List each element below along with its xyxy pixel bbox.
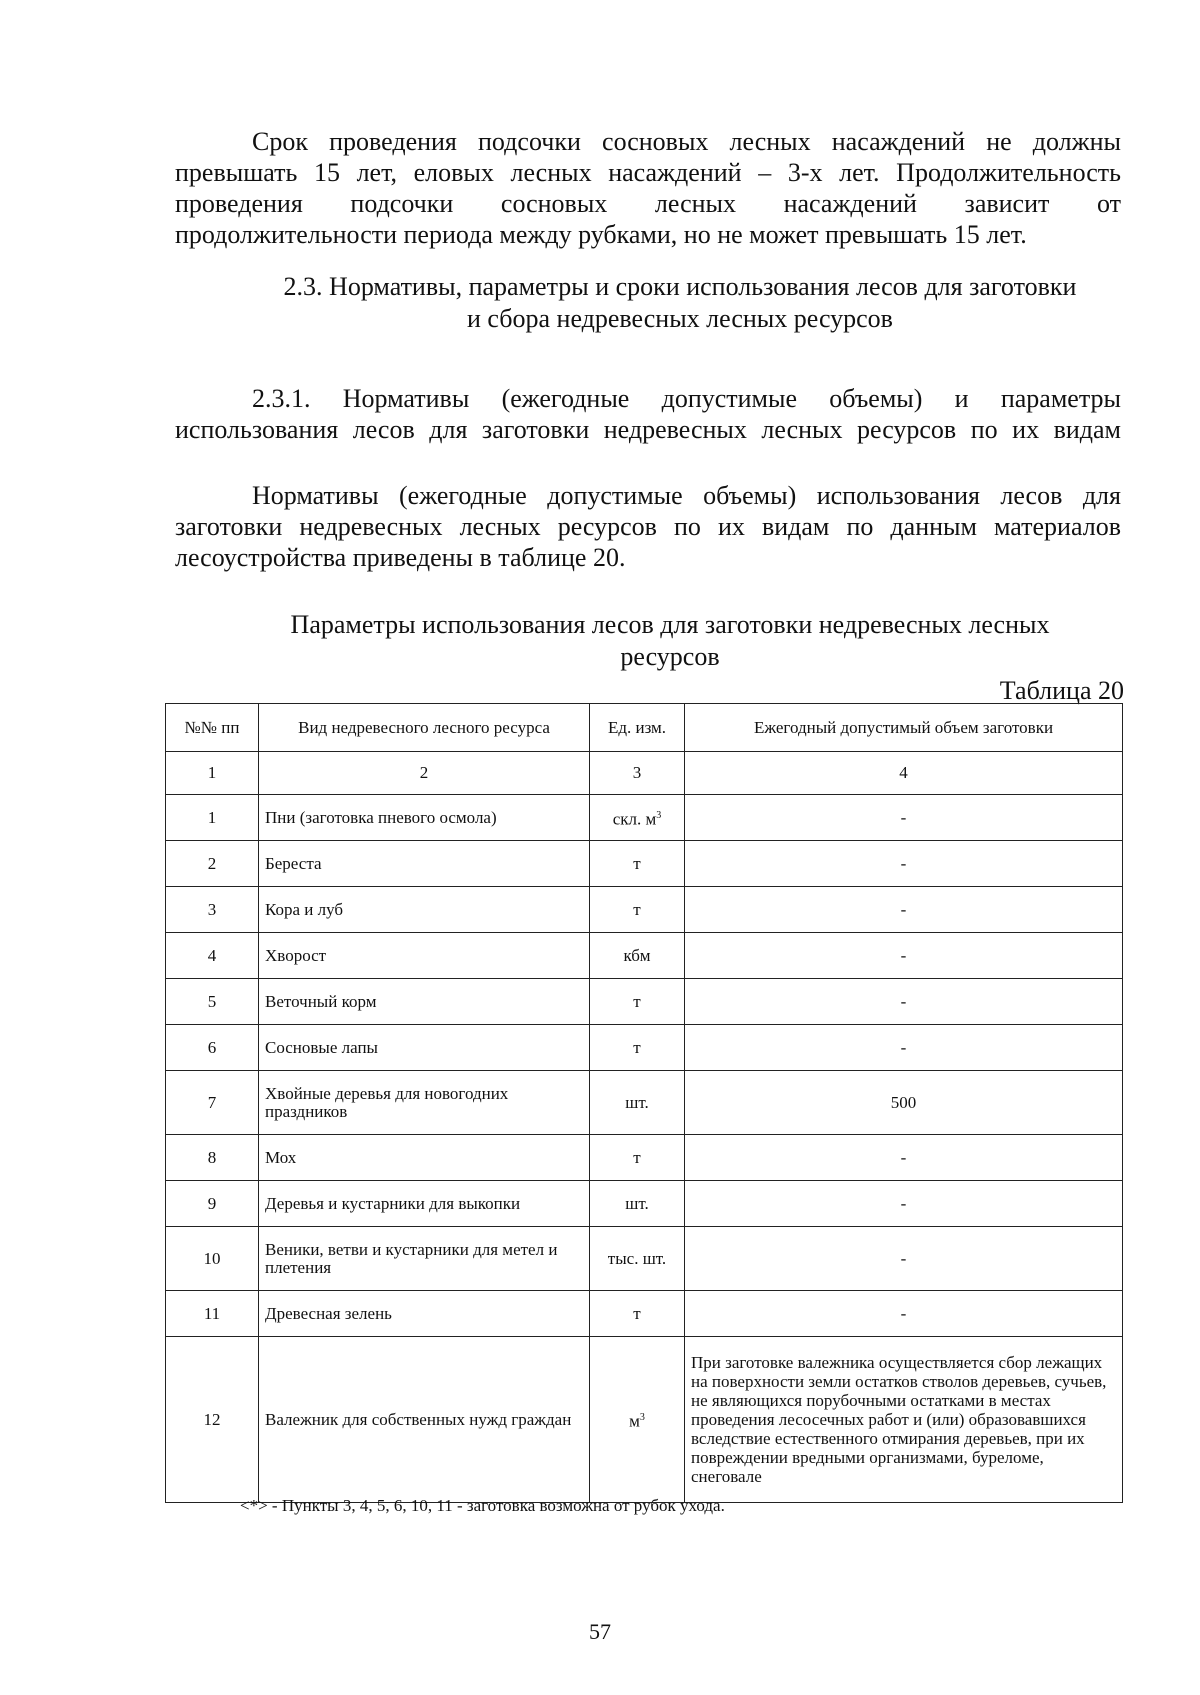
paragraph-2-line: 2.3.1. Нормативы (ежегодные допустимые объемы) и параметры (252, 384, 1121, 413)
paragraph-1-line: Срок проведения подсочки сосновых лесных насаждений не должны (252, 127, 1121, 156)
table-title (230, 609, 1110, 673)
row-resource: Хворост (259, 933, 590, 979)
row-resource: Веточный корм (259, 979, 590, 1025)
paragraph-3-line: лесоустройства приведены в таблице 20. (175, 543, 626, 572)
table-header-row (166, 704, 1123, 752)
table-title-line: Параметры использования лесов для заготовки недревесных лесных (290, 610, 1050, 639)
row-resource: Пни (заготовка пневого осмола) (259, 795, 590, 841)
row-resource: Сосновые лапы (259, 1025, 590, 1071)
row-volume: - (685, 1227, 1123, 1291)
header-resource: Вид недревесного лесного ресурса (259, 704, 590, 752)
table-row (166, 795, 1123, 841)
column-number-row (166, 752, 1123, 795)
row-unit: т (590, 1135, 685, 1181)
paragraph-3-line: заготовки недревесных лесных ресурсов по их видам по данным материалов (175, 512, 1121, 541)
table-row (166, 933, 1123, 979)
col-number: 3 (590, 752, 685, 795)
table-row (166, 1135, 1123, 1181)
row-resource: Береста (259, 841, 590, 887)
row-number: 2 (166, 841, 259, 887)
paragraph-2-line: использования лесов для заготовки недревесных лесных ресурсов по их видам (175, 415, 1121, 444)
header-number: №№ пп (166, 704, 259, 752)
row-unit (590, 795, 685, 841)
paragraph-3-line: Нормативы (ежегодные допустимые объемы) использования лесов для (252, 481, 1121, 510)
row-volume: - (685, 1291, 1123, 1337)
row-volume: - (685, 795, 1123, 841)
row-number: 3 (166, 887, 259, 933)
table-title-line: ресурсов (620, 642, 720, 671)
paragraph-1-line: превышать 15 лет, еловых лесных насаждений – 3-х лет. Продолжительность (175, 158, 1121, 187)
section-heading (240, 271, 1120, 335)
row-unit: т (590, 841, 685, 887)
row-volume: - (685, 1135, 1123, 1181)
table-row (166, 979, 1123, 1025)
paragraph-3 (175, 480, 1121, 573)
row-resource: Кора и луб (259, 887, 590, 933)
paragraph-2 (175, 383, 1121, 445)
col-number: 1 (166, 752, 259, 795)
paragraph-1-line: проведения подсочки сосновых лесных насаждений зависит от (175, 189, 1121, 218)
row-unit: кбм (590, 933, 685, 979)
row-unit: шт. (590, 1071, 685, 1135)
table-row (166, 1291, 1123, 1337)
section-heading-line: и сбора недревесных лесных ресурсов (467, 304, 893, 333)
section-heading-line: 2.3. Нормативы, параметры и сроки использования лесов для заготовки (283, 272, 1077, 301)
row-number: 8 (166, 1135, 259, 1181)
table-row (166, 1181, 1123, 1227)
row-number: 10 (166, 1227, 259, 1291)
table-row (166, 887, 1123, 933)
row-number: 12 (166, 1337, 259, 1503)
row-volume: - (685, 1181, 1123, 1227)
row-number: 4 (166, 933, 259, 979)
table-caption: Таблица 20 (999, 676, 1124, 705)
table-row (166, 1337, 1123, 1503)
row-unit: шт. (590, 1181, 685, 1227)
row-number: 1 (166, 795, 259, 841)
row-volume: - (685, 933, 1123, 979)
row-volume: - (685, 887, 1123, 933)
row-resource: Деревья и кустарники для выкопки (259, 1181, 590, 1227)
col-number: 4 (685, 752, 1123, 795)
footnote: <*> - Пункты 3, 4, 5, 6, 10, 11 - заготовка возможна от рубок ухода. (240, 1496, 725, 1515)
table-row (166, 1025, 1123, 1071)
paragraph-1-line: продолжительности периода между рубками, но не может превышать 15 лет. (175, 220, 1027, 249)
row-unit: т (590, 1025, 685, 1071)
row-volume: - (685, 1025, 1123, 1071)
unit-superscript: 3 (639, 1411, 645, 1423)
paragraph-1 (175, 126, 1121, 250)
row-resource: Валежник для собственных нужд граждан (259, 1337, 590, 1503)
row-number: 6 (166, 1025, 259, 1071)
table-row (166, 841, 1123, 887)
unit-text: м (629, 1411, 640, 1431)
row-resource: Веники, ветви и кустарники для метел и плетения (259, 1227, 590, 1291)
row-unit: тыс. шт. (590, 1227, 685, 1291)
table-row (166, 1227, 1123, 1291)
col-number: 2 (259, 752, 590, 795)
unit-superscript: 3 (656, 809, 662, 821)
header-volume: Ежегодный допустимый объем заготовки (685, 704, 1123, 752)
header-unit: Ед. изм. (590, 704, 685, 752)
row-volume: 500 (685, 1071, 1123, 1135)
row-resource: Древесная зелень (259, 1291, 590, 1337)
unit-text: скл. м (612, 809, 657, 829)
row-volume: - (685, 979, 1123, 1025)
resources-table (165, 703, 1123, 1503)
row-number: 9 (166, 1181, 259, 1227)
row-unit: т (590, 1291, 685, 1337)
table-row (166, 1071, 1123, 1135)
row-resource: Мох (259, 1135, 590, 1181)
row-resource: Хвойные деревья для новогодних праздников (259, 1071, 590, 1135)
row-unit (590, 1337, 685, 1503)
row-number: 7 (166, 1071, 259, 1135)
row-number: 5 (166, 979, 259, 1025)
row-volume: При заготовке валежника осуществляется сбор лежащих на поверхности земли остатков стволов деревьев, сучьев, не являющихся порубочными остатками в местах проведения лесосечных работ и (или) образовавшихся вследствие естественного отмирания деревьев, при их повреждении вредными организмами, буреломе, снеговале (685, 1337, 1123, 1503)
row-number: 11 (166, 1291, 259, 1337)
row-unit: т (590, 979, 685, 1025)
row-unit: т (590, 887, 685, 933)
row-volume: - (685, 841, 1123, 887)
page-number: 57 (589, 1619, 611, 1644)
